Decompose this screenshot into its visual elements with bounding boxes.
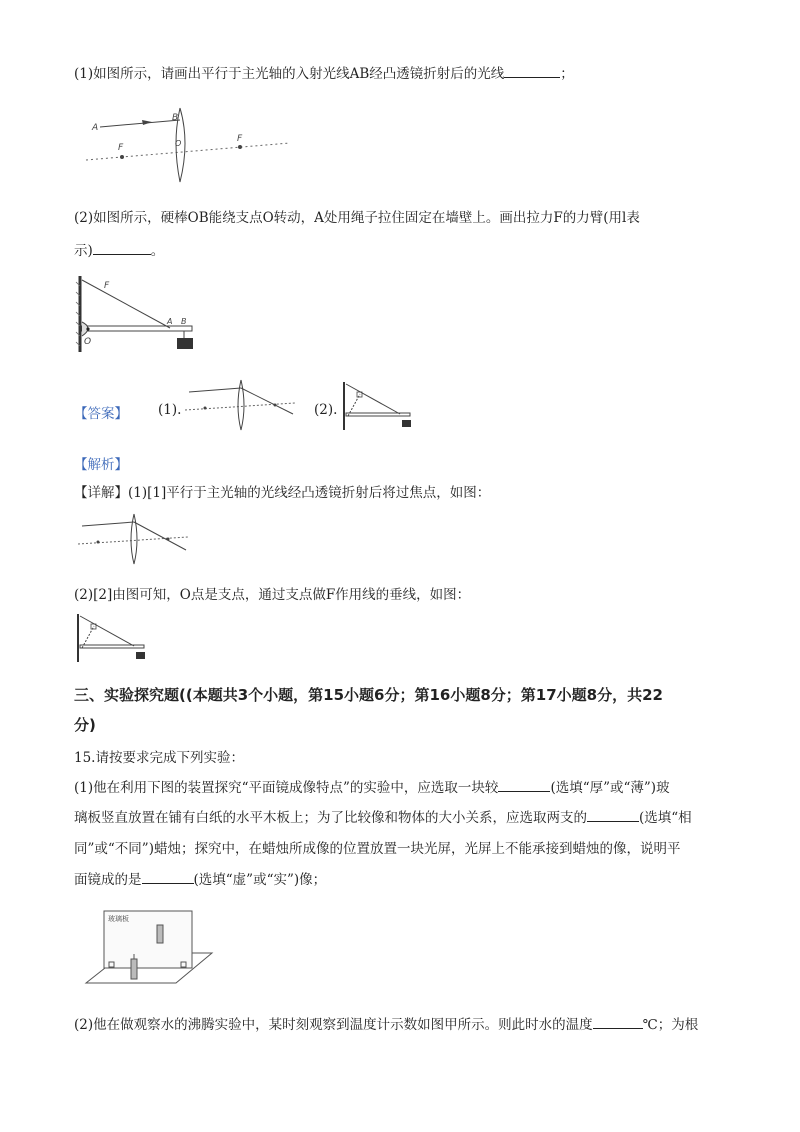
answer-lens-figure: [183, 378, 298, 433]
q15-intro-text: 15.请按要求完成下列实验：: [74, 750, 244, 766]
q15-text: (选填“相: [639, 810, 692, 826]
answer-blank[interactable]: [593, 1016, 643, 1029]
q15-text: (1)他在利用下图的装置探究“平面镜成像特点”的实验中，应选取一块较: [74, 780, 499, 796]
q15-text: 面镜成的是: [74, 872, 142, 888]
label-O: O: [175, 139, 182, 148]
punct: 。: [150, 243, 165, 259]
analysis-lens-figure: [76, 512, 191, 567]
q15-p2: [74, 1013, 698, 1033]
q14-part1: [74, 62, 574, 82]
section3-title-text-b: 分): [74, 716, 96, 734]
q14-part2-text-a: (2)如图所示，硬棒OB能绕支点O转动，A处用绳子拉住固定在墙壁上。画出拉力F的力臂(用l表: [74, 210, 640, 226]
q14-part2-b: [74, 239, 164, 259]
label-O: O: [84, 337, 92, 347]
answer-blank[interactable]: [498, 779, 550, 792]
q15-p1-line2: [74, 806, 692, 826]
q15-p1-line1: [74, 776, 670, 796]
q15-intro: [74, 746, 244, 766]
q15-text: 同”或“不同”)蜡烛；探究中，在蜡烛所成像的位置放置一块光屏，光屏上不能承接到蜡烛的像，说明平: [74, 841, 681, 857]
q15-text: (2)他在做观察水的沸腾实验中，某时刻观察到温度计示数如图甲所示。则此时水的温度: [74, 1017, 593, 1033]
answer-p1: (1).: [158, 402, 182, 418]
analysis-tag-text: 【解析】: [74, 457, 128, 473]
section3-title-text-a: 三、实验探究题((本题共3个小题，第15小题6分；第16小题8分；第17小题8分，共22: [74, 686, 663, 704]
answer-blank[interactable]: [142, 871, 194, 884]
q15-text: ℃；为根: [642, 1017, 699, 1033]
label-F1: F: [118, 143, 124, 153]
q15-p1-line3: [74, 837, 680, 857]
q14-part2-text-b: 示): [74, 243, 93, 259]
label-F2: F: [237, 134, 243, 144]
answer-blank[interactable]: [587, 809, 639, 822]
section3-title-a: [74, 684, 663, 705]
answer-blank[interactable]: [504, 65, 560, 78]
analysis-tag: [74, 453, 128, 473]
glass-label: 玻璃板: [108, 915, 129, 923]
lever-figure: [74, 272, 204, 357]
analysis-detail: [74, 481, 490, 501]
label-A: A: [167, 317, 173, 326]
q14-part1-text: (1)如图所示，请画出平行于主光轴的入射光线AB经凸透镜折射后的光线: [74, 66, 505, 82]
mirror-experiment-figure: [84, 905, 214, 990]
label-B: B: [172, 113, 179, 123]
answer-lever-figure: [340, 380, 415, 432]
q15-p1-line4: [74, 868, 326, 888]
q15-text: (选填“虚”或“实”)像；: [193, 872, 327, 888]
answer-p2: (2).: [314, 402, 338, 418]
label-A: A: [92, 123, 99, 133]
analysis-lever-figure: [74, 612, 149, 664]
analysis-detail-text: 【详解】(1)[1]平行于主光轴的光线经凸透镜折射后将过焦点，如图：: [74, 485, 491, 501]
q15-text: (选填“厚”或“薄”)玻: [550, 780, 670, 796]
section3-title-b: [74, 714, 96, 735]
label-B: B: [181, 317, 187, 326]
q15-text: 璃板竖直放置在铺有白纸的水平木板上；为了比较像和物体的大小关系，应选取两支的: [74, 810, 587, 826]
punct: ；: [560, 66, 574, 82]
answer-tag: 【答案】: [74, 406, 128, 422]
analysis-part2: [74, 583, 470, 603]
lens-figure: [80, 100, 300, 190]
answer-row: [74, 402, 338, 422]
analysis-part2-text: (2)[2]由图可知，O点是支点，通过支点做F作用线的垂线，如图：: [74, 587, 471, 603]
q14-part2-a: [74, 206, 640, 226]
label-F: F: [104, 281, 110, 291]
answer-blank[interactable]: [93, 242, 151, 255]
